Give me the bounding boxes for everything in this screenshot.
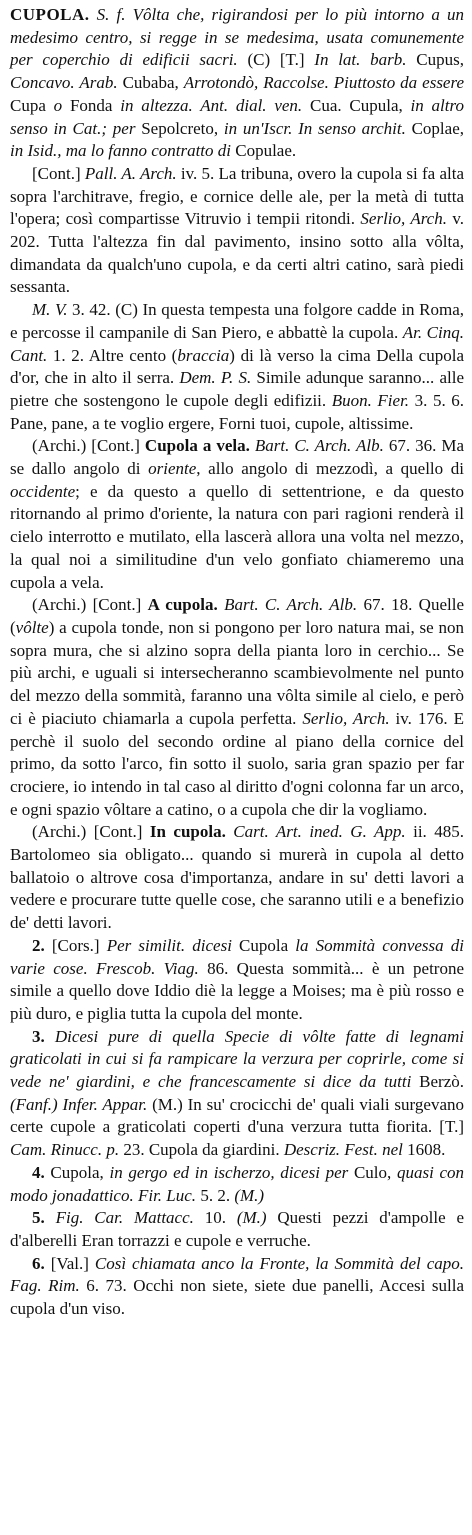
- entry-paragraph: [10, 1253, 464, 1321]
- text-run: v. 202. Tutta l'altezza fin dal pavimento, insino sotto alla vôlta, dimandata da qualch'uno cupola, e da certi altri catino, sarà piedi sessanta.: [10, 209, 464, 297]
- headword: CUPOLA.: [10, 5, 90, 24]
- text-run: Cua. Cupula,: [302, 95, 411, 115]
- italic-text: in un'Iscr. In senso archit.: [223, 118, 406, 138]
- italic-text: in Isid., ma lo fanno contratto di: [10, 141, 231, 161]
- entry-paragraph: [10, 435, 464, 594]
- text-run: ) di là verso la cima Della cupola d'or, che in alto il serra.: [10, 345, 464, 388]
- italic-text: Serlio, Arch.: [302, 708, 390, 728]
- text-run: Berzò.: [411, 1072, 464, 1092]
- text-run: ; e da questo a quello di settentrione, e da questo ritornando al primo d'oriente, la natura con pari ragioni renderà il cielo interrotto e mutilato, ella lascerà allora una volta nel mezzo, la qual noi a similitudine d'un velo gonfiato chiameremo una cupola a vela.: [10, 481, 464, 592]
- text-run: [Cont.]: [32, 163, 85, 183]
- text-run: (Archi.) [Cont.]: [32, 436, 145, 456]
- italic-text: Cam. Rinucc. p.: [10, 1140, 120, 1160]
- text-run: 67. 36. Ma se dallo angolo di: [10, 436, 464, 479]
- text-run: iv. 5. La tribuna, overo la cupola si fa alta sopra l'architrave, fregio, e cornice delle ale, per la metà di tutta l'opera; così compartisse Vitruvio i tempii ritondi.: [10, 163, 465, 229]
- italic-text: la Sommità convessa di varie cose. Frescob. Viag.: [10, 935, 464, 978]
- italic-text: M. V.: [32, 300, 68, 320]
- bold-text: Cupola a vela.: [144, 436, 250, 456]
- italic-text: in altro senso in Cat.; per: [10, 95, 464, 138]
- italic-text: Cart. Art. ined. G. App.: [233, 822, 406, 842]
- bold-text: In cupola.: [149, 822, 226, 842]
- text-run: Coplae,: [405, 118, 464, 138]
- text-run: (C) [T.]: [237, 50, 315, 70]
- text-run: (Archi.) [Cont.]: [32, 595, 148, 615]
- text-run: 23. Cupola da giardini.: [119, 1140, 284, 1160]
- bold-text: 3.: [32, 1026, 45, 1046]
- bold-text: 2.: [32, 935, 45, 955]
- italic-text: Bart. C. Arch. Alb.: [254, 436, 384, 456]
- italic-text: Dem. P. S.: [179, 368, 252, 388]
- italic-text: o: [53, 95, 63, 115]
- text-run: Simile adunque saranno... alle pietre che sostengono le cupole degli edifizii.: [10, 368, 465, 410]
- text-run: [90, 5, 97, 24]
- text-run: [Val.]: [44, 1253, 95, 1273]
- bold-text: A cupola.: [147, 595, 218, 615]
- italic-text: (Fanf.) Infer. Appar.: [10, 1094, 148, 1114]
- text-run: 3. 42. (C) In questa tempesta una folgore cadde in Roma, e percosse il campanile di San Piero, e abbattè la cupola.: [10, 300, 464, 342]
- text-run: Sepolcreto,: [135, 118, 224, 138]
- entry-paragraph: [10, 1162, 464, 1207]
- italic-text: Arrotondò, Raccolse. Piuttosto da essere: [183, 73, 465, 93]
- italic-text: S. f. Vôlta che, rigirandosi per lo più intorno a un medesimo centro, si regge in se medesima, usata comunemente per coperchio di edificii sacri.: [10, 5, 464, 70]
- entry-paragraph: [10, 594, 464, 821]
- italic-text: Descriz. Fest. nel: [283, 1140, 403, 1160]
- text-run: iv. 176. E perchè il suolo del secondo ordine al piano della cornice del primo, da sotto l'arco, fin sotto il suolo, saria gran spazio per far crociere, io intendo in tal caso al diritto d'ogni colonna far un arco, e ogni spazio vôltare a catino, o a cupola che dir la vogliamo.: [10, 708, 464, 819]
- entry-headword-paragraph: [10, 4, 464, 163]
- text-run: Cubaba,: [117, 73, 184, 93]
- entry-paragraph: [10, 935, 464, 1026]
- italic-text: Pall. A. Arch.: [84, 163, 177, 183]
- italic-text: Così chiamata anco la Fronte, la Sommità del capo. Fag. Rim.: [10, 1253, 465, 1296]
- text-run: (M.) In su' crocicchi de' quali viali surgevano certe cupole a graticolati coperti d'una verzura tutta fiorita. [T.]: [10, 1094, 464, 1137]
- text-run: [45, 1027, 55, 1046]
- entry-paragraph: [10, 163, 464, 299]
- text-run: Cupa: [10, 95, 54, 115]
- italic-text: in altezza. Ant. dial. ven.: [120, 95, 303, 115]
- bold-text: 5.: [32, 1208, 45, 1228]
- entry-paragraph: [10, 299, 464, 435]
- text-run: Questi pezzi d'ampolle e d'alberelli Eran torrazzi e cupole e verruche.: [10, 1208, 464, 1250]
- italic-text: Fig. Car. Mattacc.: [55, 1208, 194, 1228]
- entry-paragraph: [10, 821, 464, 935]
- italic-text: in gergo ed in ischerzo, dicesi per: [109, 1162, 349, 1182]
- italic-text: (M.): [234, 1185, 265, 1205]
- italic-text: quasi con modo jonadattico. Fir. Luc.: [10, 1162, 465, 1205]
- italic-text: (M.): [236, 1208, 267, 1228]
- text-run: Copulae.: [231, 141, 297, 161]
- text-run: 67. 18. Quelle (: [10, 595, 464, 637]
- text-run: (Archi.) [Cont.]: [32, 822, 150, 842]
- bold-text: 4.: [32, 1162, 45, 1182]
- text-run: 10.: [193, 1208, 237, 1228]
- bold-text: 6.: [32, 1253, 45, 1273]
- text-run: Cupola: [231, 935, 296, 955]
- text-run: ii. 485. Bartolomeo sia obligato... quando si murerà in cupola al detto ballatoio o altrove cosa d'importanza, andare in su' detti lavori a vedere e procurare tutte quelle cose, che saranno utili e a benefizio de' detti lavori.: [10, 822, 465, 933]
- italic-text: In lat. barb.: [314, 50, 407, 70]
- text-run: 1608.: [402, 1140, 446, 1160]
- italic-text: Per similit. dicesi: [106, 935, 232, 955]
- text-run: 1. 2. Altre cento (: [47, 345, 178, 365]
- text-run: 5. 2.: [196, 1185, 235, 1205]
- italic-text: vôlte: [15, 617, 49, 637]
- text-run: [45, 1208, 56, 1227]
- italic-text: occidente: [10, 481, 76, 501]
- italic-text: Buon. Fier.: [331, 390, 410, 410]
- italic-text: oriente: [148, 459, 197, 479]
- entry-paragraph: [10, 1207, 464, 1252]
- entry-paragraph: [10, 1026, 464, 1162]
- text-run: Culo,: [348, 1162, 397, 1182]
- text-run: 6. 73. Occhi non siete, siete due panelli, Accesi sulla cupola d'un viso.: [10, 1276, 464, 1319]
- italic-text: Ar. Cinq. Cant.: [10, 322, 464, 365]
- italic-text: braccia: [177, 345, 230, 365]
- text-run: [Cors.]: [44, 935, 107, 955]
- italic-text: Serlio, Arch.: [360, 209, 447, 229]
- text-run: 86. Questa sommità... è un petrone simile a quello dove Iddio diè la legge a Moises; ma è più rosso e più duro, e piglia tutta la cupola del monte.: [10, 958, 464, 1023]
- text-run: , allo angolo di mezzodì, a quello di: [196, 459, 464, 479]
- italic-text: Concavo. Arab.: [10, 73, 118, 93]
- text-run: Cupola,: [44, 1162, 110, 1182]
- italic-text: Dicesi pure di quella Specie di vôlte fatte di legnami graticolati in cui si fa rampicare la verzura per coprirle, come si vede ne' giardini, e che francescamente si dice da tutti: [10, 1026, 464, 1092]
- text-run: 3. 5. 6. Pane, pane, a te voglio ergere, Forni tuoi, cupole, altissime.: [10, 390, 465, 433]
- text-run: Cupus,: [406, 50, 464, 70]
- text-run: Fonda: [62, 95, 121, 115]
- text-run: ) a cupola tonde, non si pongono per loro natura mai, se non sopra mura, che si alzino sopra della pianta loro in cerchio... Se più archi, e uguali si intersecheranno scambievolmente nel punto del mezzo della sommità, faranno una vôlta simile al cielo, e però ci è piaciuto chiamarla a cupola perfetta.: [10, 617, 464, 728]
- italic-text: Bart. C. Arch. Alb.: [224, 595, 358, 615]
